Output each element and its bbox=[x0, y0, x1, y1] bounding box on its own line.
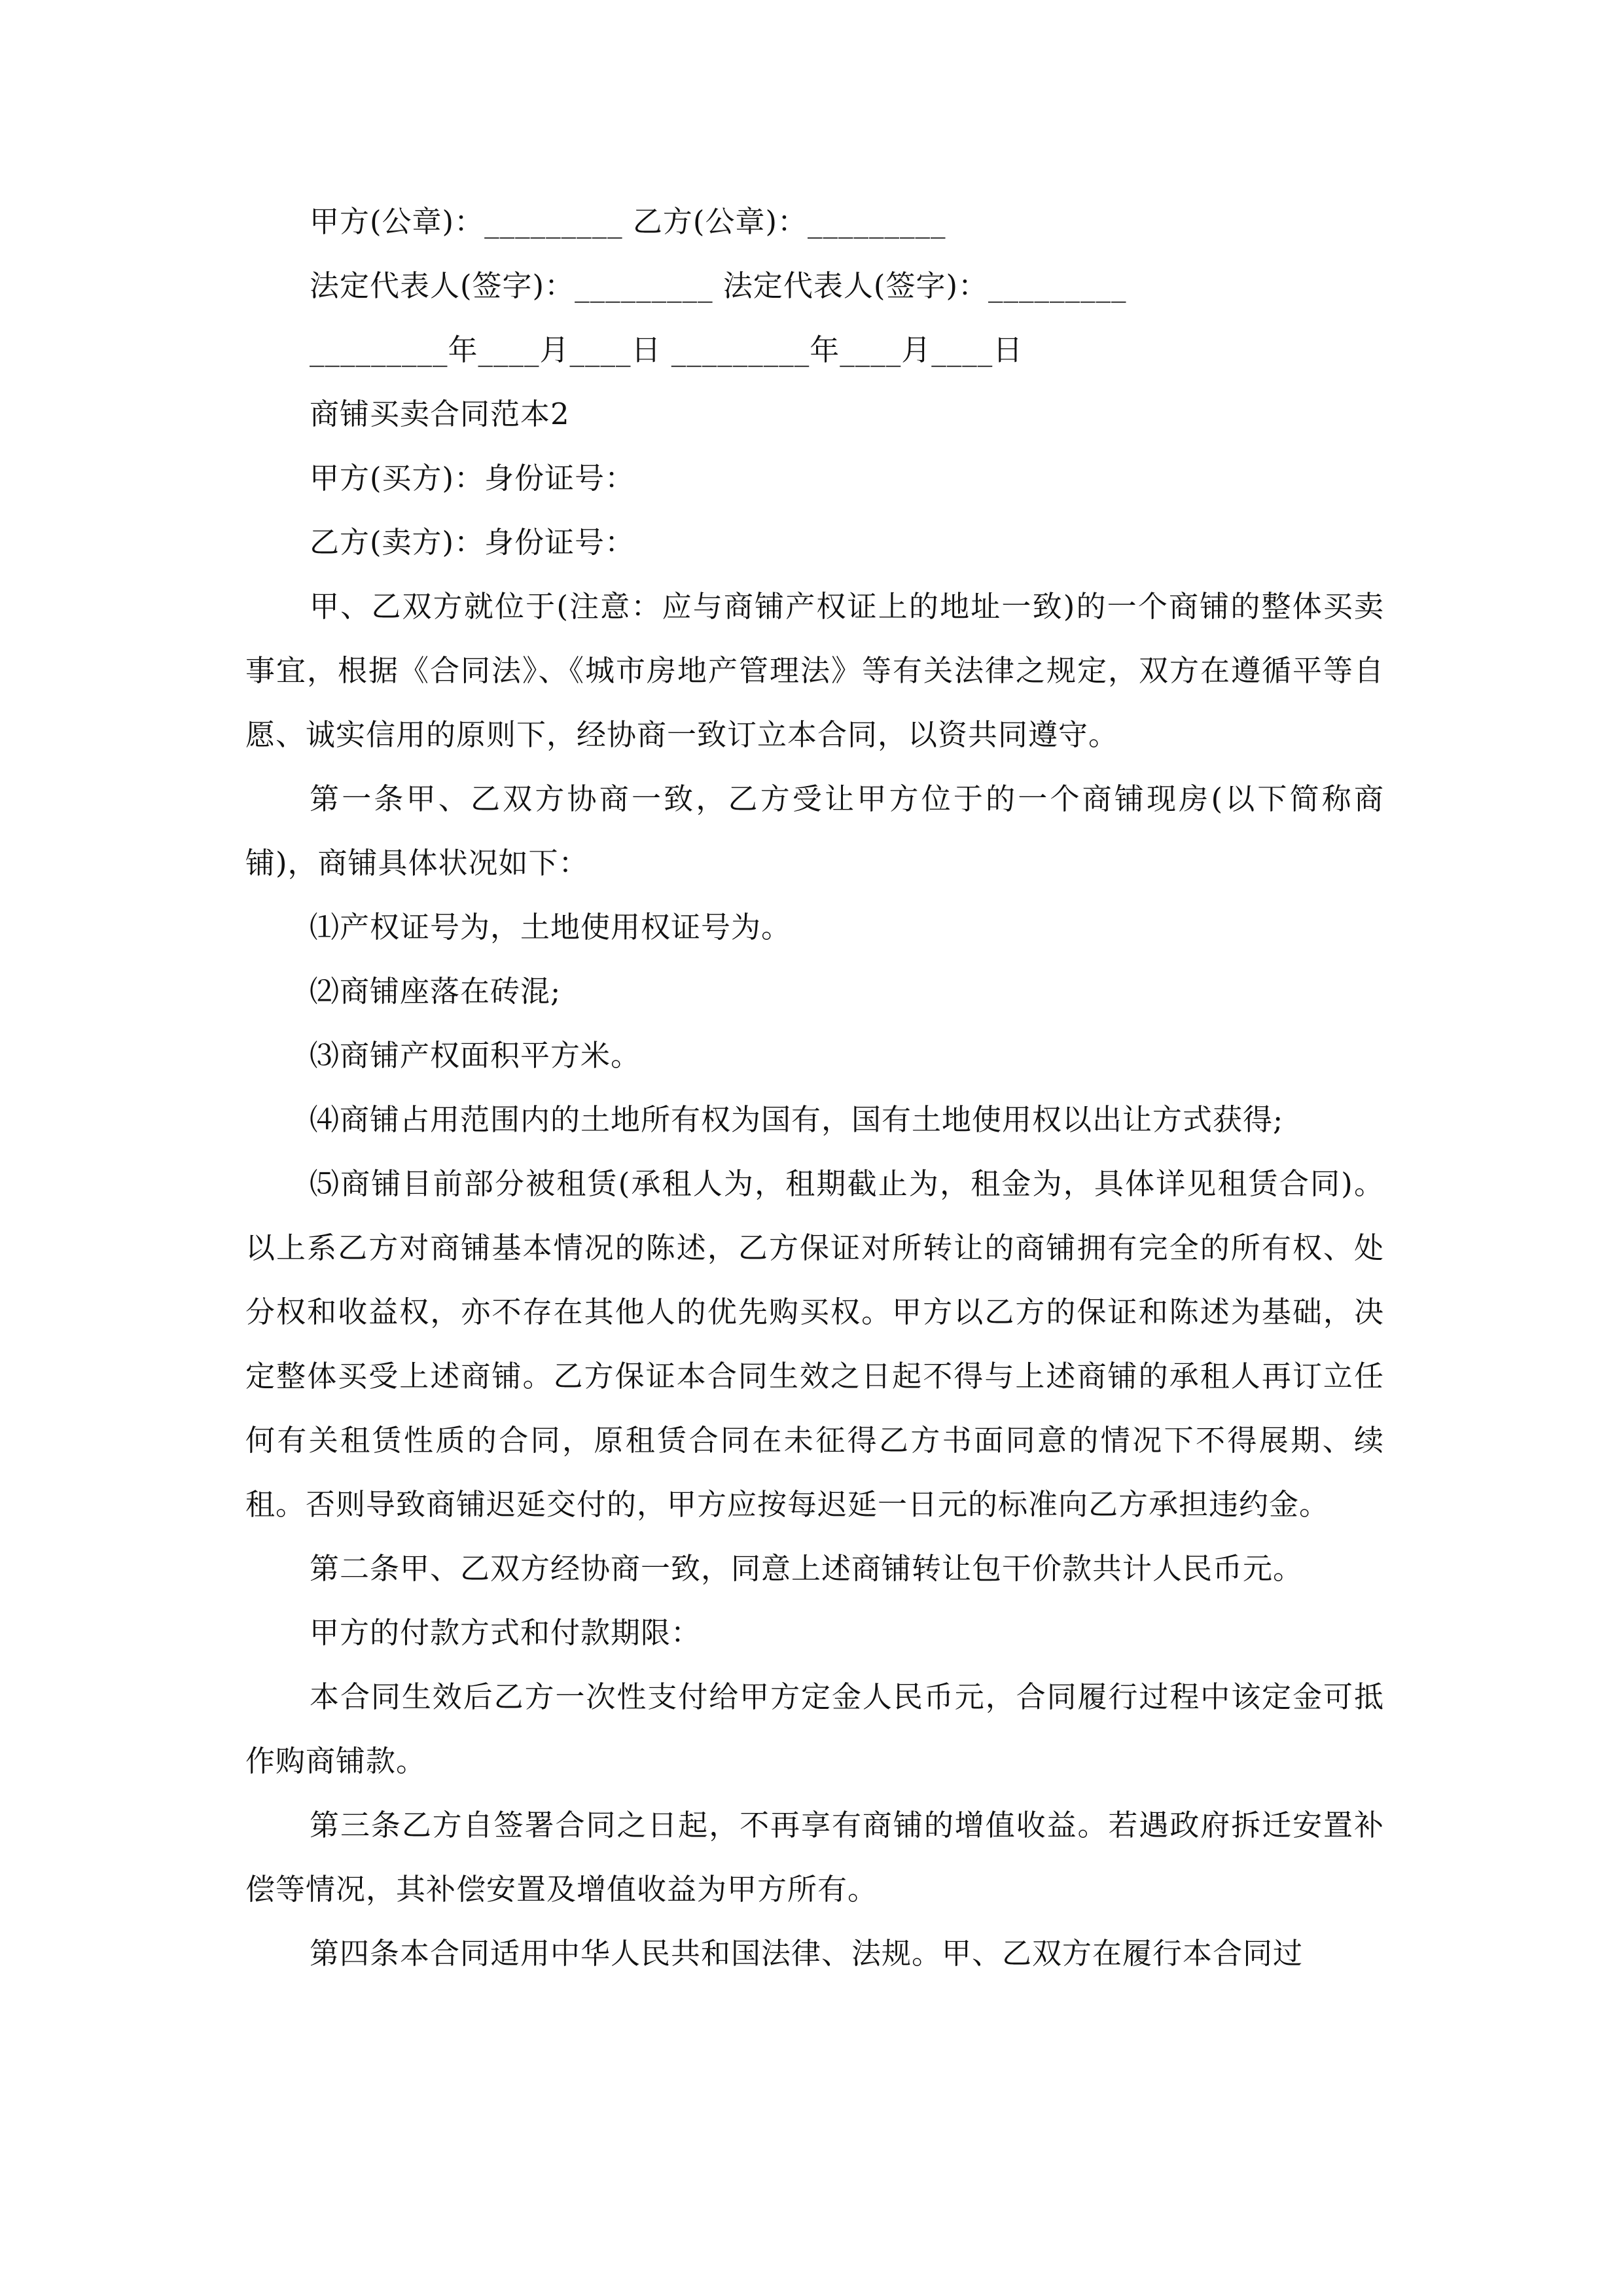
paragraph-article-2: 第二条甲、乙双方经协商一致，同意上述商铺转让包干价款共计人民币元。 bbox=[310, 1551, 1304, 1586]
paragraph-article-1: 第一条甲、乙双方协商一致，乙方受让甲方位于的一个商铺现房(以下简称商铺)，商铺具体状况如下： bbox=[245, 781, 1384, 880]
paragraph-payment-heading: 甲方的付款方式和付款期限： bbox=[310, 1615, 702, 1650]
signature-line-seal: 甲方(公章)：_________ 乙方(公章)：_________ bbox=[310, 204, 946, 239]
list-item-3: ⑶商铺产权面积平方米。 bbox=[310, 1038, 641, 1073]
party-buyer: 甲方(买方)：身份证号： bbox=[310, 461, 635, 495]
list-item-1: ⑴产权证号为，土地使用权证号为。 bbox=[310, 910, 792, 944]
contract-title: 商铺买卖合同范本2 bbox=[310, 397, 570, 431]
list-item-2: ⑵商铺座落在砖混; bbox=[310, 974, 562, 1009]
paragraph-preamble: 甲、乙双方就位于(注意：应与商铺产权证上的地址一致)的一个商铺的整体买卖事宜，根据《合同法》、《城市房地产管理法》等有关法律之规定，双方在遵循平等自愿、诚实信用的原则下，经协商一致订立本合同，以资共同遵守。 bbox=[245, 589, 1384, 752]
signature-line-date: _________年____月____日 _________年____月____日 bbox=[310, 332, 1024, 367]
party-seller: 乙方(卖方)：身份证号： bbox=[310, 525, 635, 560]
paragraph-article-4: 第四条本合同适用中华人民共和国法律、法规。甲、乙双方在履行本合同过 bbox=[310, 1936, 1304, 1971]
paragraph-article-3: 第三条乙方自签署合同之日起，不再享有商铺的增值收益。若遇政府拆迁安置补偿等情况，其补偿安置及增值收益为甲方所有。 bbox=[245, 1808, 1384, 1907]
list-item-5: ⑸商铺目前部分被租赁(承租人为，租期截止为，租金为，具体详见租赁合同)。以上系乙方对商铺基本情况的陈述，乙方保证对所转让的商铺拥有完全的所有权、处分权和收益权，亦不存在其他人的优先购买权。甲方以乙方的保证和陈述为基础，决定整体买受上述商铺。乙方保证本合同生效之日起不得与上述商铺的承租人再订立任何有关租赁性质的合同，原租赁合同在未征得乙方书面同意的情况下不得展期、续租。否则导致商铺迟延交付的，甲方应按每迟延一日元的标准向乙方承担违约金。 bbox=[245, 1166, 1384, 1522]
paragraph-deposit: 本合同生效后乙方一次性支付给甲方定金人民币元，合同履行过程中该定金可抵作购商铺款。 bbox=[245, 1679, 1384, 1778]
document-body bbox=[245, 190, 1384, 1986]
list-item-4: ⑷商铺占用范围内的土地所有权为国有，国有土地使用权以出让方式获得; bbox=[310, 1102, 1284, 1137]
signature-line-representative: 法定代表人(签字)：_________ 法定代表人(签字)：_________ bbox=[310, 268, 1127, 303]
